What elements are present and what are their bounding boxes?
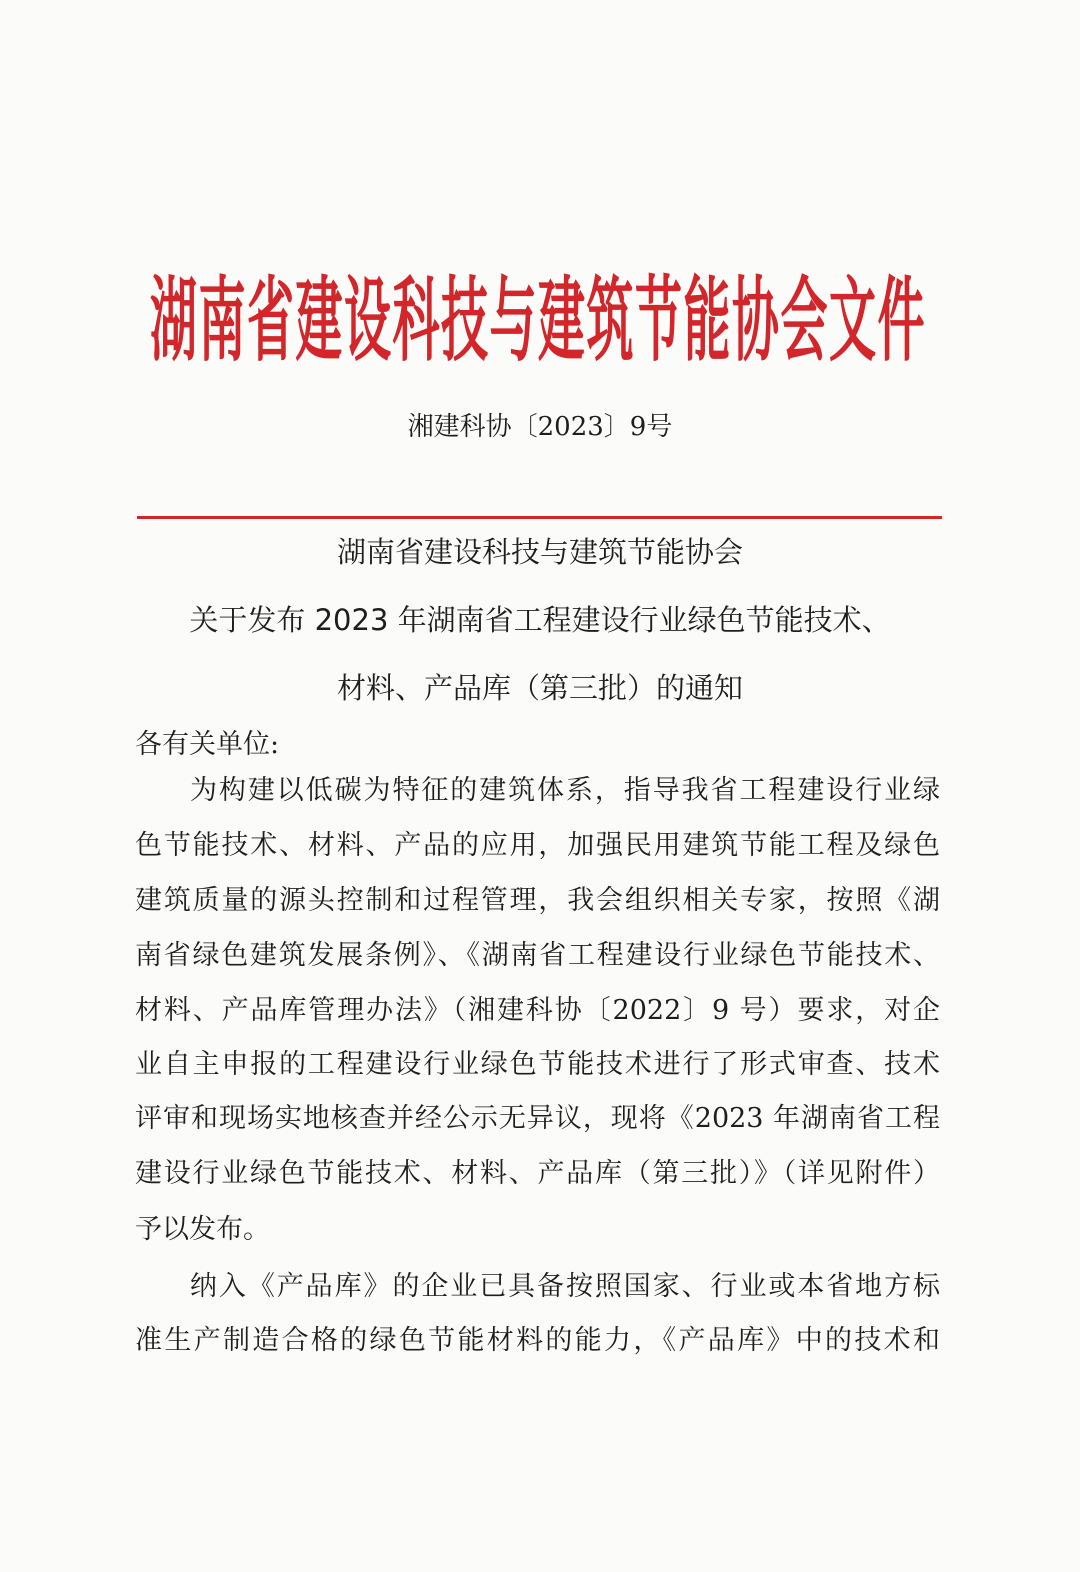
notice-title-line-2: 材料、产品库（第三批）的通知 <box>336 671 743 705</box>
body-line: 纳入《产品库》的企业已具备按照国家、行业或本省地方标 <box>190 1271 940 1302</box>
salutation: 各有关单位: <box>135 729 280 760</box>
body-line: 为构建以低碳为特征的建筑体系，指导我省工程建设行业绿 <box>190 775 940 806</box>
body-line: 色节能技术、材料、产品的应用，加强民用建筑节能工程及绿色 <box>135 830 940 861</box>
body-line: 业自主申报的工程建设行业绿色节能技术进行了形式审查、技术 <box>135 1049 940 1080</box>
notice-title-line-1: 关于发布 2023 年湖南省工程建设行业绿色节能技术、 <box>189 603 891 637</box>
body-line: 予以发布。 <box>135 1214 270 1245</box>
body-line: 材料、产品库管理办法》（湘建科协〔2022〕9 号）要求，对企 <box>135 995 940 1026</box>
body-line: 建设行业绿色节能技术、材料、产品库（第三批）》（详见附件） <box>135 1158 940 1189</box>
red-divider <box>137 516 942 519</box>
body-line: 建筑质量的源头控制和过程管理，我会组织相关专家，按照《湖 <box>135 885 940 916</box>
document-masthead: 湖南省建设科技与建筑节能协会文件 <box>150 268 926 376</box>
body-line: 准生产制造合格的绿色节能材料的能力，《产品库》中的技术和 <box>135 1325 940 1356</box>
body-line: 评审和现场实地核查并经公示无异议，现将《2023 年湖南省工程 <box>135 1103 940 1134</box>
issuer-heading: 湖南省建设科技与建筑节能协会 <box>336 535 743 569</box>
body-line: 南省绿色建筑发展条例》、《湖南省工程建设行业绿色节能技术、 <box>135 940 940 971</box>
document-number: 湘建科协〔2023〕9号 <box>407 412 673 442</box>
